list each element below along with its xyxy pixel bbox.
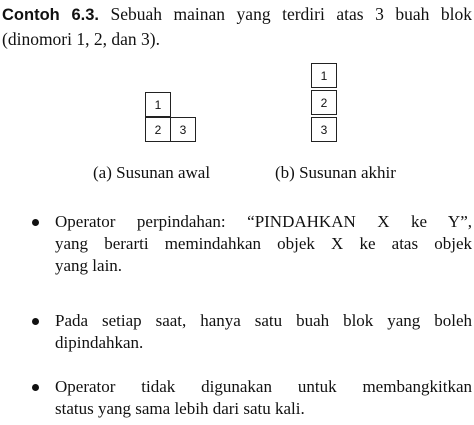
intro-text-1: Sebuah mainan yang terdiri atas 3 buah blok (110, 4, 472, 24)
intro-paragraph (2, 2, 472, 51)
bullet-icon (32, 219, 39, 226)
intro-line-1 (2, 2, 472, 27)
bullet-line: Pada setiap saat, hanya satu buah blok yang boleh (55, 311, 472, 330)
bullet-line: Operator tidak digunakan untuk membangkitkan (55, 377, 472, 396)
bullet-item-3 (55, 376, 472, 420)
bullet-item-2 (55, 310, 472, 354)
block-3: 3 (170, 117, 196, 142)
caption-initial: (a) Susunan awal (93, 163, 211, 182)
intro-line-2: (dinomori 1, 2, dan 3). (2, 29, 160, 49)
example-label: Contoh 6.3. (2, 6, 99, 24)
caption-final: (b) Susunan akhir (275, 163, 396, 182)
block-2: 2 (311, 90, 337, 115)
block-1: 1 (311, 63, 337, 88)
bullet-line: dipindahkan. (55, 333, 144, 352)
bullet-item-1 (55, 211, 472, 277)
bullet-line: Operator perpindahan: “PINDAHKAN X ke Y”, (55, 212, 472, 231)
block-3: 3 (311, 117, 337, 142)
bullet-icon (32, 384, 39, 391)
block-1: 1 (145, 92, 171, 117)
bullet-line: yang berarti memindahkan objek X ke atas objek (55, 234, 472, 253)
bullet-line: status yang sama lebih dari satu kali. (55, 399, 305, 418)
block-2: 2 (145, 117, 171, 142)
bullet-icon (32, 318, 39, 325)
bullet-line: yang lain. (55, 256, 123, 275)
